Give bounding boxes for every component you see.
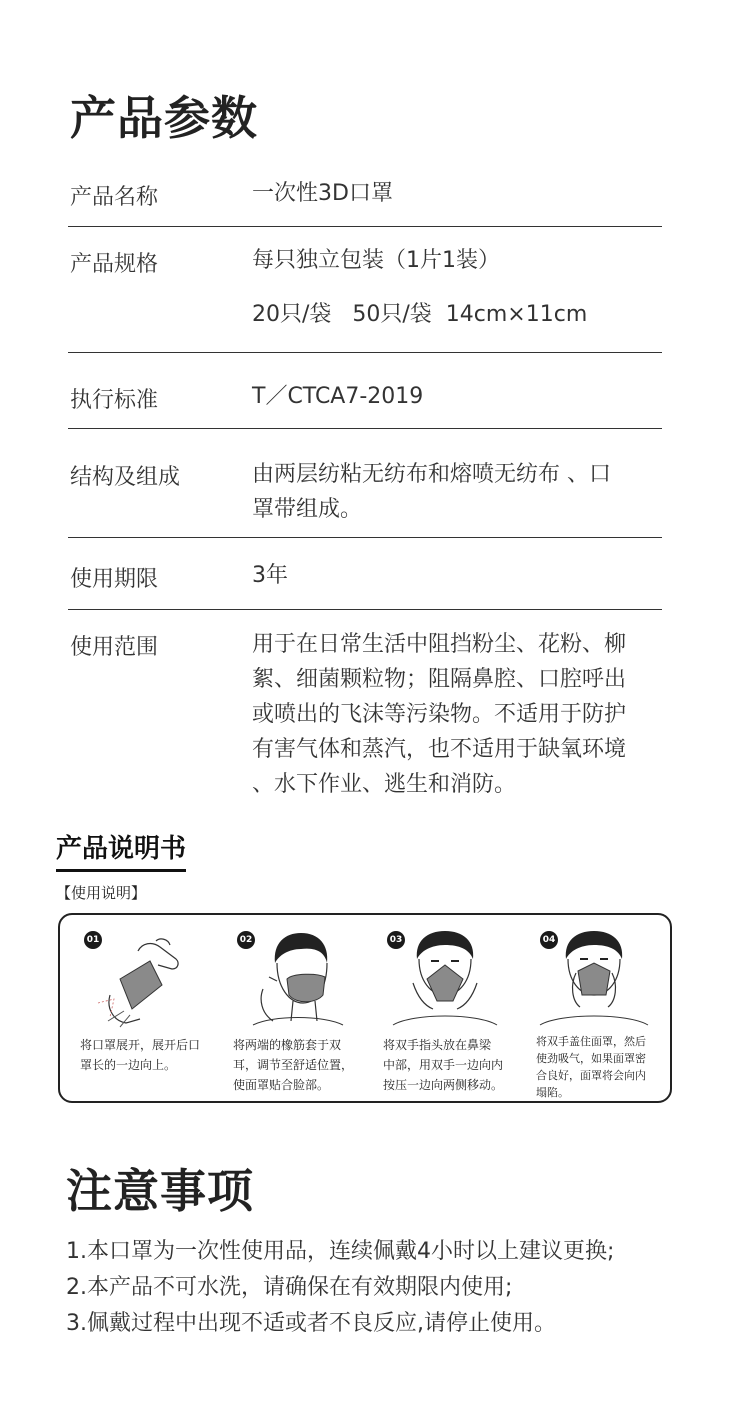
usage-step-2 bbox=[213, 915, 363, 1101]
usage-label: 【使用说明】 bbox=[56, 884, 147, 902]
manual-title: 产品说明书 bbox=[56, 828, 186, 872]
spec-row-standard bbox=[68, 353, 662, 429]
spec-label: 产品规格 bbox=[70, 252, 159, 277]
spec-value: 由两层纺粘无纺布和熔喷无纺布 、口 罩带组成。 bbox=[252, 462, 611, 522]
usage-step-1 bbox=[60, 915, 210, 1101]
note-item: 3.佩戴过程中出现不适或者不良反应,请停止使用。 bbox=[66, 1311, 556, 1336]
usage-step-3 bbox=[363, 915, 513, 1101]
spec-row-shelf-life bbox=[68, 538, 662, 610]
note-item: 2.本产品不可水洗，请确保在有效期限内使用; bbox=[66, 1275, 513, 1300]
spec-label: 产品名称 bbox=[70, 185, 159, 210]
spec-value: 每只独立包装（1片1装） 20只/袋 50只/袋 14cm×11cm bbox=[252, 248, 588, 327]
usage-steps-panel bbox=[58, 913, 672, 1103]
step-number-badge: 04 bbox=[540, 931, 558, 949]
spec-label: 使用范围 bbox=[70, 635, 159, 660]
step-number-badge: 01 bbox=[84, 931, 102, 949]
usage-step-4 bbox=[516, 915, 666, 1101]
step-number-badge: 03 bbox=[387, 931, 405, 949]
spec-label: 使用期限 bbox=[70, 567, 159, 592]
step-description: 将两端的橡筋套于双 耳，调节至舒适位置， 使面罩贴合脸部。 bbox=[233, 1038, 354, 1092]
note-item: 1.本口罩为一次性使用品，连续佩戴4小时以上建议更换; bbox=[66, 1239, 615, 1264]
notes-title: 注意事项 bbox=[66, 1164, 254, 1218]
spec-value: 3年 bbox=[252, 563, 288, 588]
spec-row-spec bbox=[68, 227, 662, 353]
step-description: 将双手盖住面罩，然后 使劲吸气，如果面罩密 合良好，面罩将会向内 塌陷。 bbox=[536, 1035, 646, 1099]
step-description: 将口罩展开，展开后口 罩长的一边向上。 bbox=[80, 1038, 201, 1072]
notes-list bbox=[66, 1234, 706, 1342]
spec-value: 用于在日常生活中阻挡粉尘、花粉、柳 絮、细菌颗粒物；阻隔鼻腔、口腔呼出 或喷出的飞沫等污染物。不适用于防护 有害气体和蒸汽，也不适用于缺氧环境 、水下作业、逃生和消防。 bbox=[252, 632, 627, 797]
spec-value: T／CTCA7-2019 bbox=[252, 384, 424, 409]
spec-row-name bbox=[68, 160, 662, 227]
spec-label: 执行标准 bbox=[70, 388, 159, 413]
step-description: 将双手指头放在鼻梁 中部，用双手一边向内 按压一边向两侧移动。 bbox=[383, 1038, 504, 1092]
params-title: 产品参数 bbox=[70, 91, 258, 145]
step-number-badge: 02 bbox=[237, 931, 255, 949]
spec-value: 一次性3D口罩 bbox=[252, 181, 393, 206]
spec-row-structure bbox=[68, 429, 662, 538]
spec-label: 结构及组成 bbox=[70, 465, 181, 490]
spec-row-scope bbox=[68, 610, 662, 810]
spec-table bbox=[68, 160, 662, 810]
